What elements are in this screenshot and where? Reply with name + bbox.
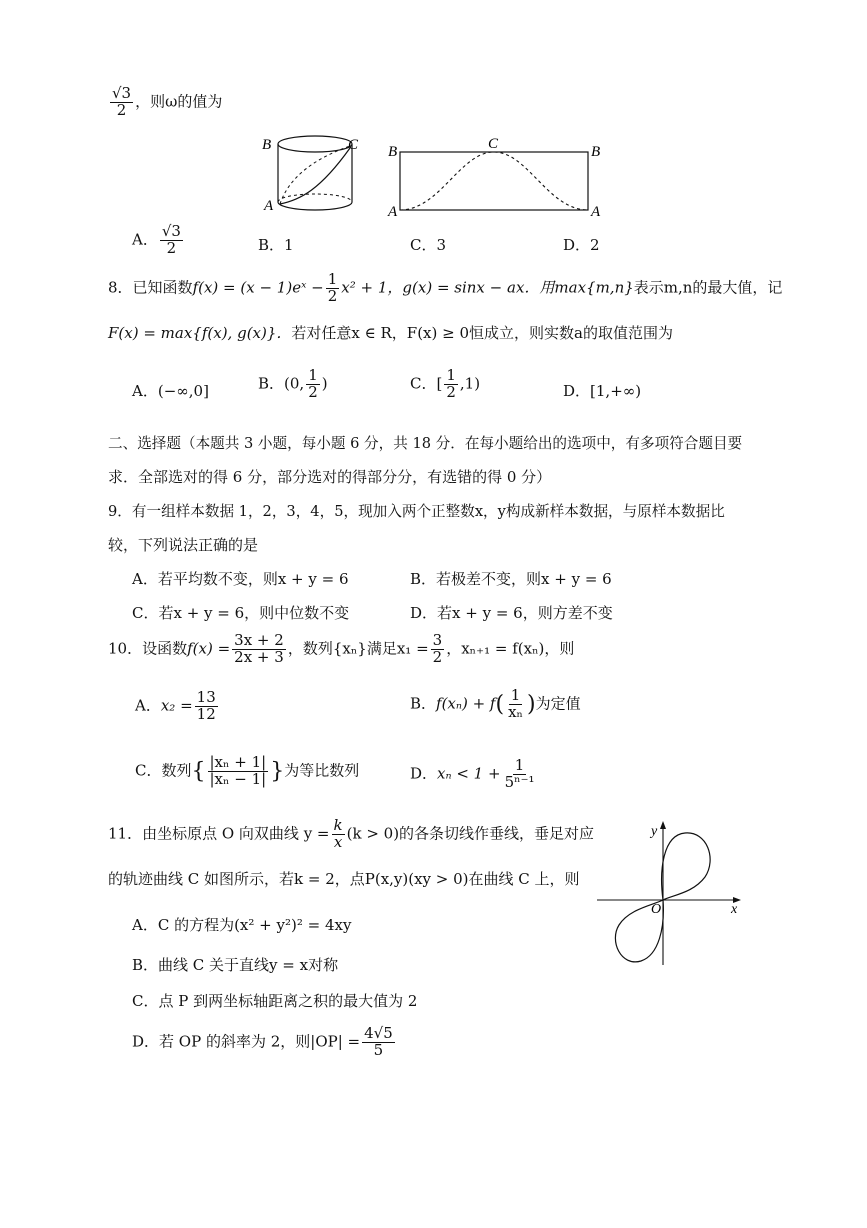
q7-fig-label-B2: B <box>388 144 398 160</box>
q7-tail-den: 2 <box>116 100 127 119</box>
q7-tail <box>108 86 222 119</box>
q9-line2: 较，下列说法正确的是 <box>108 536 259 554</box>
q10-option-b-den: xₙ <box>508 702 524 721</box>
q10-option-b-tail: 为定值 <box>535 694 581 713</box>
q10-option-b: B．f(xₙ) + f( $\frac{1}{\text{xₙ}}$ )为定值 <box>410 686 581 721</box>
q7-fig-label-A1: A <box>264 198 274 214</box>
q10-x1-num: 3 <box>432 631 443 649</box>
q11-option-d-pre: D．若 OP 的斜率为 2，则|OP| = <box>132 1032 361 1051</box>
q8-option-d-text: [1,+∞) <box>590 382 642 400</box>
q11-figure <box>595 815 755 970</box>
q9-option-c: C．若x + y = 6，则中位数不变 <box>132 604 350 622</box>
q11-option-d-num: 4√5 <box>364 1024 393 1042</box>
q11-line1-tail: (k > 0)的各条切线作垂线，垂足对应 <box>346 824 595 843</box>
q7-option-c <box>410 234 446 255</box>
q11-k-den: x <box>333 832 343 851</box>
q8-option-d-letter: D． <box>563 382 591 400</box>
q8-f-tail: x² + 1， <box>341 278 403 297</box>
q8-option-b-den: 2 <box>308 382 318 401</box>
q10-mid: ，数列{xₙ}满足x₁ = <box>287 639 429 658</box>
q7-option-b-text: 1 <box>284 236 294 254</box>
q7-fig-label-B1: B <box>262 137 272 153</box>
q7-tail-text: ，则ω的值为 <box>135 92 223 111</box>
q8-prefix: 已知函数 <box>132 278 193 297</box>
q10-option-d-den: 5ⁿ⁻¹ <box>504 772 535 791</box>
q11-line1 <box>108 818 594 851</box>
q8-frac-num: 1 <box>327 270 338 288</box>
q7-fig-label-A2: A <box>388 204 398 220</box>
q11-line2: 的轨迹曲线 C 如图所示，若k = 2，点P(x,y)(xy > 0)在曲线 C 上，则 <box>108 870 580 888</box>
q10-option-a-num: 13 <box>196 688 216 706</box>
q7-fig-label-C2: C <box>488 136 499 152</box>
q10-option-b-letter: B． <box>410 694 437 713</box>
q11-option-d-den: 5 <box>373 1040 384 1059</box>
q7-option-c-text: 3 <box>436 236 447 254</box>
q8-option-c-letter: C． <box>410 374 437 393</box>
q10-option-a-den: 12 <box>196 704 216 723</box>
q7-option-b-letter: B． <box>258 236 285 254</box>
q7-option-c-letter: C． <box>410 236 437 254</box>
q7-option-d <box>563 234 600 255</box>
q7-option-d-letter: D． <box>563 236 591 254</box>
q8-line1-tail: 表示m,n的最大值，记 <box>633 278 783 297</box>
q10-option-c: C．数列{ $\frac{\text{|xₙ + 1|}}{\text{|xₙ − 1|}}$ }为等比数列 <box>135 753 360 788</box>
q9-option-d: D．若x + y = 6，则方差不变 <box>410 604 613 622</box>
q8-option-d <box>563 380 641 401</box>
q10-stem <box>108 633 574 666</box>
q10-option-a <box>135 690 220 723</box>
q8-f-def: f(x) = (x − 1)eˣ − <box>192 278 324 297</box>
q10-option-b-lhs: f(xₙ) + f <box>436 694 496 713</box>
q7-fig-label-A3: A <box>591 204 601 220</box>
q10-f-num: 3x + 2 <box>234 631 284 649</box>
q8-option-c <box>410 368 480 401</box>
q9-option-b: B．若极差不变，则x + y = 6 <box>410 570 612 588</box>
q7-option-a-num: √3 <box>161 222 181 240</box>
q7-option-a <box>132 224 185 257</box>
q7-figure <box>260 130 610 225</box>
q8-frac-den: 2 <box>327 286 338 305</box>
q10-x1-den: 2 <box>432 647 443 666</box>
q10-option-c-letter: C． <box>135 761 162 780</box>
q8-line2-text: 若对任意x ∈ R，F(x) ≥ 0恒成立，则实数a的取值范围为 <box>291 324 673 342</box>
q11-option-b: B．曲线 C 关于直线y = x对称 <box>132 956 339 974</box>
q11-fig-y-label: y <box>651 824 658 839</box>
q7-option-d-text: 2 <box>590 236 600 254</box>
q11-fig-x-label: x <box>731 902 738 917</box>
q8-option-b-num: 1 <box>308 366 318 384</box>
q11-line1-pre: 11．由坐标原点 O 向双曲线 y = <box>108 824 330 843</box>
q10-option-a-lhs: x₂ = <box>160 696 193 715</box>
q8-number: 8． <box>108 278 133 297</box>
q10-number: 10．设函数 <box>108 639 188 658</box>
q8-line1 <box>108 272 782 305</box>
q8-option-a-letter: A． <box>132 382 158 400</box>
q11-option-d <box>132 1026 397 1059</box>
q10-option-a-letter: A． <box>135 696 161 715</box>
q9-option-a: A．若平均数不变，则x + y = 6 <box>132 570 349 588</box>
q10-option-b-num: 1 <box>510 686 521 704</box>
q7-tail-num: √3 <box>112 84 132 102</box>
q7-fig-label-C1: C <box>348 137 359 153</box>
q7-option-a-letter: A． <box>132 230 158 249</box>
q7-fig-label-B3: B <box>591 144 601 160</box>
q8-max-notation: max{m,n} <box>554 278 634 297</box>
q8-option-c-num: 1 <box>446 366 456 384</box>
q10-f-lhs: f(x) = <box>187 639 231 658</box>
q8-option-b-letter: B． <box>258 374 285 393</box>
q8-g-def: g(x) = sinx − ax．用 <box>402 278 555 297</box>
section2-line2: 求．全部选对的得 6 分，部分选对的得部分分，有选错的得 0 分） <box>108 468 552 486</box>
q7-option-b <box>258 234 294 255</box>
q8-line2 <box>108 322 673 343</box>
q8-F-def: F(x) = max{f(x), g(x)}． <box>108 324 292 342</box>
q10-option-d-letter: D． <box>410 764 438 783</box>
q8-option-c-suffix: ,1) <box>459 374 481 393</box>
q8-option-b <box>258 368 328 401</box>
q11-fig-origin-label: O <box>651 902 662 917</box>
q8-option-b-prefix: (0, <box>284 374 305 393</box>
section2-line1: 二、选择题（本题共 3 小题，每小题 6 分，共 18 分．在每小题给出的选项中，有多项符合题目要 <box>108 435 743 452</box>
q11-option-c: C．点 P 到两坐标轴距离之积的最大值为 2 <box>132 992 418 1010</box>
q10-option-c-tail: 为等比数列 <box>284 761 360 780</box>
q8-option-a <box>132 380 209 401</box>
q10-option-d-num: 1 <box>514 756 525 774</box>
q11-option-a: A．C 的方程为(x² + y²)² = 4xy <box>132 916 352 934</box>
q8-option-a-text: (−∞,0] <box>157 382 209 400</box>
q10-f-den: 2x + 3 <box>234 647 284 666</box>
q10-option-d-lhs: xₙ < 1 + <box>437 764 501 783</box>
q10-option-c-pre: 数列 <box>161 761 192 780</box>
q8-option-b-suffix: ) <box>321 374 328 393</box>
q10-option-c-den: |xₙ − 1| <box>209 769 267 788</box>
q8-option-c-prefix: [ <box>436 374 443 393</box>
q9-line1: 9．有一组样本数据 1，2，3，4，5，现加入两个正整数x，y构成新样本数据，与原样本数据比 <box>108 503 725 520</box>
q11-k-num: k <box>333 816 343 834</box>
q10-option-c-num: |xₙ + 1| <box>209 753 267 771</box>
q10-tail: ，xₙ₊₁ = f(xₙ)，则 <box>446 639 575 658</box>
q10-option-d <box>410 758 539 791</box>
q7-option-a-den: 2 <box>166 238 177 257</box>
q8-option-c-den: 2 <box>446 382 456 401</box>
